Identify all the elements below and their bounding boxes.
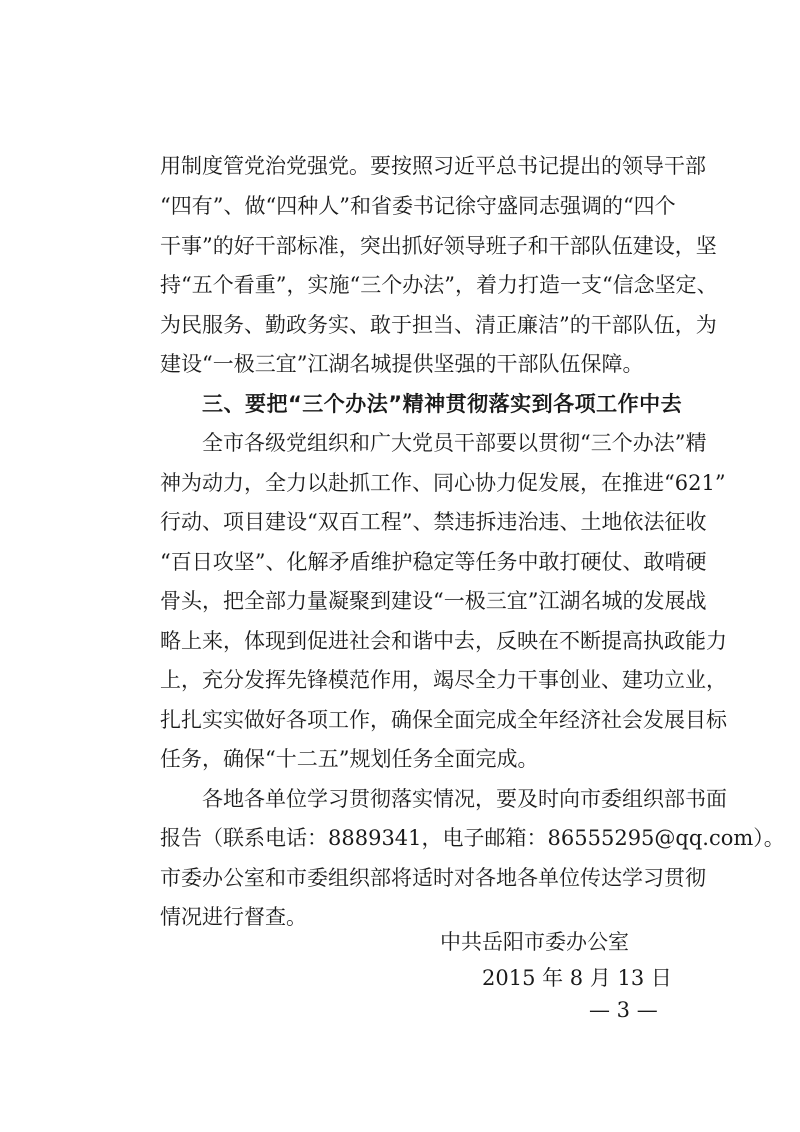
paragraph-line: 上，充分发挥先锋模范作用，竭尽全力干事创业、建功立业， bbox=[160, 668, 727, 692]
page-number: — 3 — bbox=[589, 998, 658, 1022]
paragraph-line: 神为动力，全力以赴抓工作、同心协力促发展，在推进“621” bbox=[160, 471, 726, 495]
signature-organization: 中共岳阳市委办公室 bbox=[440, 930, 629, 954]
paragraph-line: 扎扎实实做好各项工作，确保全面完成全年经济社会发展目标 bbox=[160, 708, 727, 732]
paragraph-line: 行动、项目建设“双百工程”、禁违拆违治违、土地依法征收 bbox=[160, 510, 707, 534]
paragraph-line: 持“五个看重”，实施“三个办法”，着力打造一支“信念坚定、 bbox=[160, 273, 718, 297]
paragraph-line: 为民服务、勤政务实、敢于担当、清正廉洁”的干部队伍，为 bbox=[160, 313, 717, 337]
paragraph-line: 骨头，把全部力量凝聚到建设“一极三宜”江湖名城的发展战 bbox=[160, 589, 707, 613]
paragraph-line: 任务，确保“十二五”规划任务全面完成。 bbox=[160, 747, 539, 771]
signature-date: 2015 年 8 月 13 日 bbox=[482, 966, 672, 990]
paragraph-line: 用制度管党治党强党。要按照习近平总书记提出的领导干部 bbox=[160, 154, 706, 178]
paragraph-line: 报告（联系电话：8889341，电子邮箱：86555295@qq.com）。 bbox=[160, 826, 785, 850]
paragraph-line: 略上来，体现到促进社会和谐中去，反映在不断提高执政能力 bbox=[160, 629, 727, 653]
paragraph-line: 情况进行督查。 bbox=[160, 905, 307, 929]
paragraph-line: “四有”、做“四种人”和省委书记徐守盛同志强调的“四个 bbox=[160, 194, 676, 218]
paragraph-line: 全市各级党组织和广大党员干部要以贯彻“三个办法”精 bbox=[202, 431, 707, 455]
paragraph-line: 建设“一极三宜”江湖名城提供坚强的干部队伍保障。 bbox=[160, 352, 644, 376]
paragraph-line: 市委办公室和市委组织部将适时对各地各单位传达学习贯彻 bbox=[160, 866, 706, 890]
section-heading: 三、要把“三个办法”精神贯彻落实到各项工作中去 bbox=[202, 392, 683, 416]
paragraph-line: 各地各单位学习贯彻落实情况，要及时向市委组织部书面 bbox=[202, 787, 727, 811]
paragraph-line: “百日攻坚”、化解矛盾维护稳定等任务中敢打硬仗、敢啃硬 bbox=[160, 550, 707, 574]
paragraph-line: 干事”的好干部标准，突出抓好领导班子和干部队伍建设，坚 bbox=[160, 234, 717, 258]
